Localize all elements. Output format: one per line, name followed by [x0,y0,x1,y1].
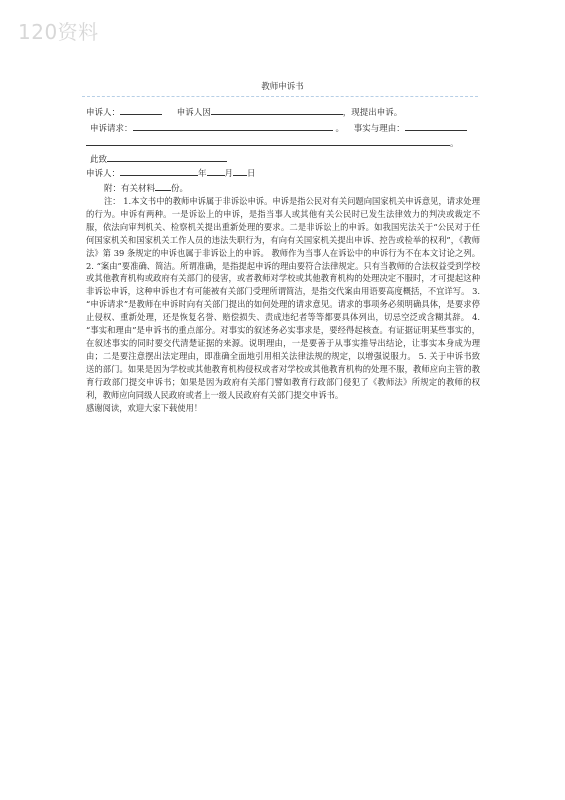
month-field[interactable] [207,166,225,176]
appellant-line [86,105,402,119]
request-label: 申诉请求： [90,124,133,134]
reason-suffix: ，现提出申诉。 [342,108,403,118]
facts-continuation-line [86,136,459,150]
signature-line [86,166,256,180]
attachment-count-field[interactable] [155,181,171,191]
appellant-name-field[interactable] [120,105,162,115]
facts-label: 事实与理由： [353,124,405,134]
day-label: 日 [247,169,256,179]
signature-field[interactable] [120,166,198,176]
request-line [90,121,467,135]
day-field[interactable] [233,166,247,176]
notes-section [86,195,480,414]
salutation-line [90,152,227,166]
recipient-field[interactable] [107,152,227,162]
title-divider [82,96,478,97]
reason-field[interactable] [211,105,343,115]
watermark-logo: 120资料 [18,20,99,44]
closing-text: 感谢阅读，欢迎大家下载使用！ [86,402,203,413]
to-label: 此致 [90,155,108,165]
document-title: 教师申诉书 [261,82,304,92]
sign-label: 申诉人： [86,169,121,179]
reason-label: 申诉人因 [176,108,211,118]
month-label: 月 [224,169,234,179]
appellant-label: 申诉人： [86,108,121,118]
notes-paragraph: 注： 1.本文书中的教师申诉属于非诉讼申诉。申诉是指公民对有关问题向国家机关申诉意见，请求处理的行为。申诉有两种。一是诉讼上的申诉，是指当事人或其他有关公民时已发生法律效力的判决或裁定不服，依法向审判机关、检察机关提出重新处理的要求。二是非诉讼上的申诉。如我国宪法关于“公民对于任何国家机关和国家机关工作人员的违法失职行为，有向有关国家机关提出申诉、控告或检举的权利”，《教师法》第 39 条规定的申诉也属于非诉讼上的申诉。 教师作为当事人在诉讼中的申诉行为不在本文讨论之列。 2. “案由”要准确、简洁。所谓准确，是指提起申诉的理由要符合法律规定。只有当教师的合法权益受到学校或其他教育机构或政府有关部门的侵害，或者教师对学校或其他教育机构的处理决定不服时，才可提起这种非诉讼申诉，这种申诉也才有可能被有关部门受理所谓简洁，是指交代案由用语要高度概括，不宜详写。 3. “申诉请求”是教师在申诉时向有关部门提出的如何处理的请求意见。请求的事项务必须明确具体，是要求停止侵权、重新处理，还是恢复名誉、赔偿损失、责成违纪者等等都要具体列出，切忌空泛或含糊其辞。 4. “事实和理由”是申诉书的重点部分。对事实的叙述务必实事求是，要经得起核查。有证据证明某些事实的，在叙述事实的同时要交代清楚证据的来源。说明理由，一是要善于从事实推导出结论，让事实本身成为理由；二是要注意摆出法定理由，即准确全面地引用相关法律法规的规定，以增强说服力。 5. 关于申诉书致送的部门。如果是因为学校或其他教育机构侵权或者对学校或其他教育机构的处理不服，教师应向主管的教育行政部门提交申诉书；如果是因为政府有关部门譬如教育行政部门侵犯了《教师法》所规定的教师的权利，教师应向同级人民政府或者上一级人民政府有关部门提交申诉书。 [86,196,480,400]
request-sep: 。 [335,124,345,134]
facts-field-start[interactable] [405,121,467,131]
attachment-prefix: 附：有关材料 [104,184,156,194]
facts-field[interactable] [86,136,450,146]
year-label: 年 [198,169,207,179]
facts-end: 。 [450,139,459,149]
attachment-suffix: 份。 [171,184,189,194]
request-field[interactable] [133,121,333,131]
attachment-line [104,181,188,195]
